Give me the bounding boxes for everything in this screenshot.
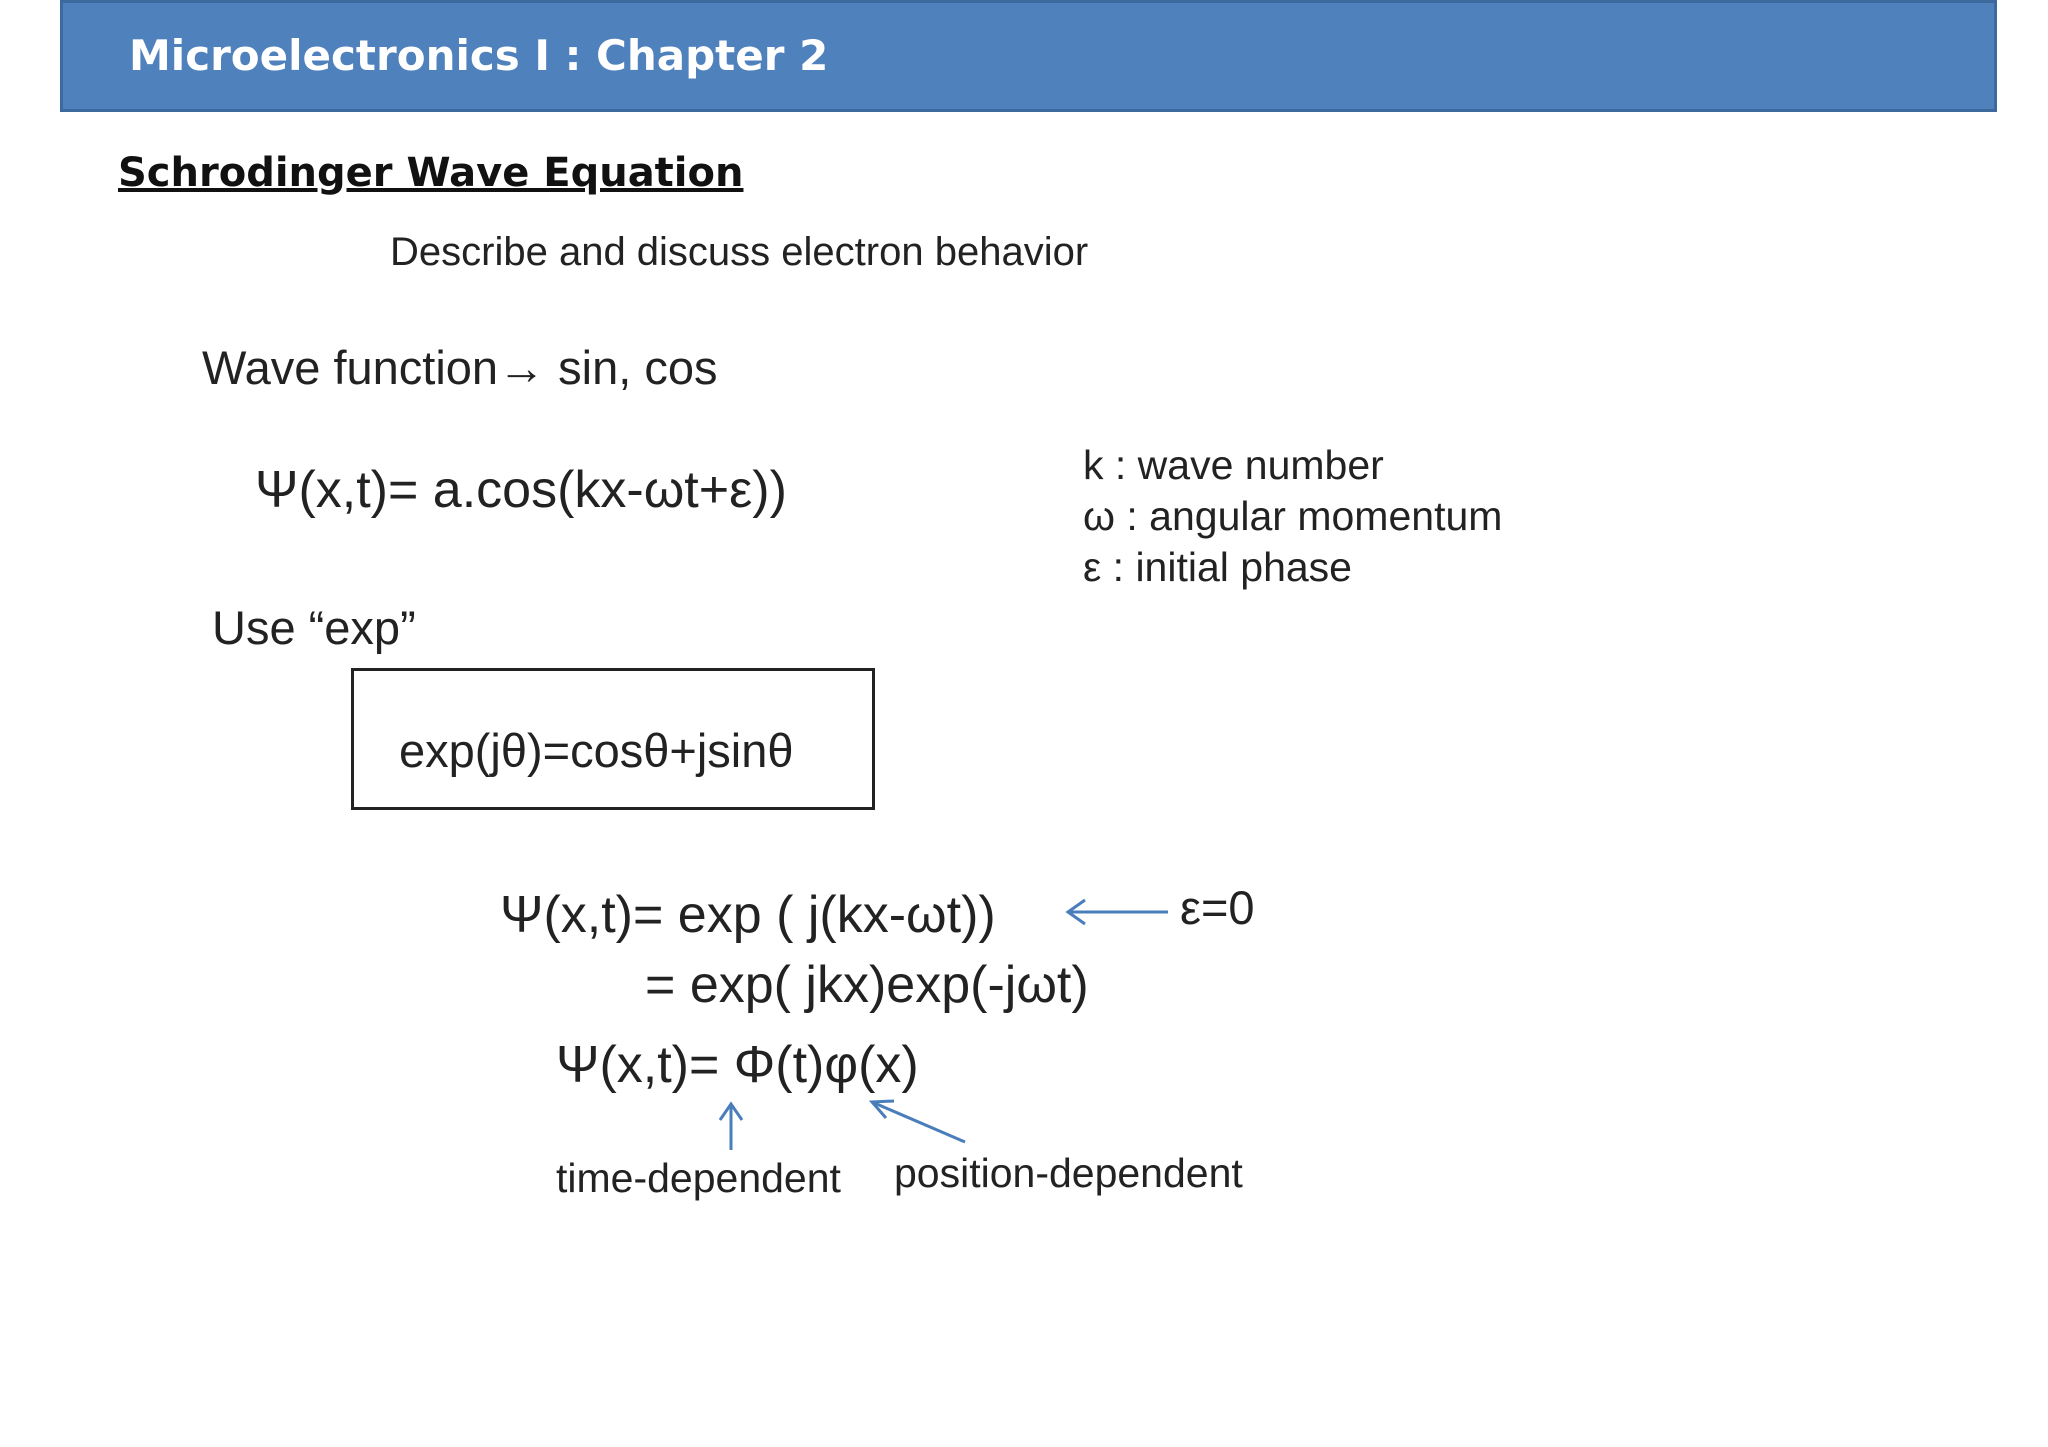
epsilon-zero-note: ε=0: [1180, 881, 1255, 934]
equation-cosine: Ψ(x,t)= a.cos(kx-ωt+ε)): [255, 461, 787, 519]
definition-k: k : wave number: [1083, 442, 1384, 488]
equation-separation: Ψ(x,t)= Φ(t)φ(x): [556, 1036, 919, 1094]
section-title: Schrodinger Wave Equation: [118, 150, 744, 196]
euler-formula: exp(jθ)=cosθ+jsinθ: [399, 724, 794, 777]
position-dependent-label: position-dependent: [894, 1150, 1243, 1196]
definition-epsilon: ε : initial phase: [1083, 544, 1352, 590]
arrow-time-icon: [720, 1104, 742, 1150]
equation-exp-line-1: Ψ(x,t)= exp ( j(kx-ωt)): [500, 886, 996, 944]
definition-omega: ω : angular momentum: [1083, 493, 1503, 539]
arrow-epsilon-icon: [1068, 900, 1168, 924]
arrow-position-icon: [872, 1101, 965, 1142]
use-exp-text: Use “exp”: [212, 601, 416, 654]
time-dependent-label: time-dependent: [556, 1155, 841, 1201]
intro-text: Describe and discuss electron behavior: [390, 230, 1089, 274]
equation-exp-line-2: = exp( jkx)exp(-jωt): [645, 956, 1089, 1014]
slide-title: Microelectronics I : Chapter 2: [129, 31, 829, 80]
wave-function-text: Wave function→ sin, cos: [202, 341, 718, 394]
